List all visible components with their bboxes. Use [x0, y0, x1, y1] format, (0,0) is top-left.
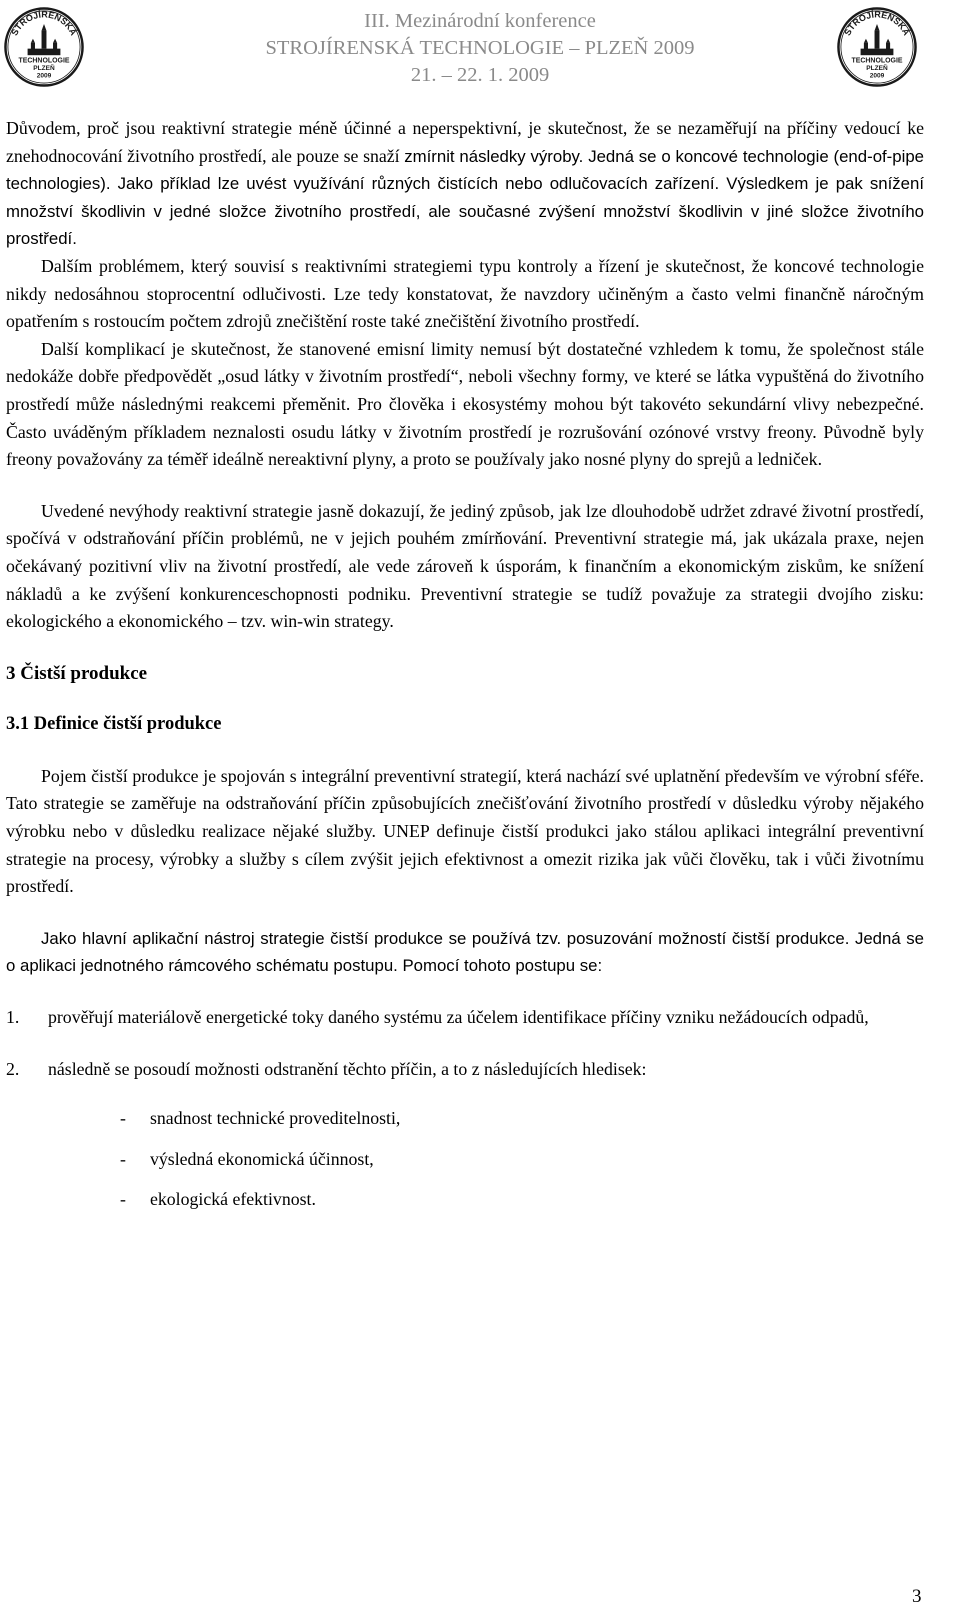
paragraph-assessment-intro: Jako hlavní aplikační nástroj strategie čistší produkce se používá tzv. posuzování možností čistší produkce. Jedná se o aplikaci jednotného rámcového schématu postupu. Pomocí tohoto postupu se:	[6, 928, 924, 976]
paragraph-end-of-pipe-limits: Dalším problémem, který souvisí s reaktivními strategiemi typu kontroly a řízení je skutečnost, že koncové technologie nikdy nedosáhnou stoprocentní odlučivosti. Lze tedy konstatovat, že navzdory učiněným a často velmi finančně náročným opatřením s rostoucím počtem zdrojů znečištění roste také znečištění životního prostředí.	[6, 255, 924, 332]
list-item	[6, 1004, 924, 1032]
logo-arc-text: STROJÍRENSKÁ	[842, 9, 912, 38]
dash-bullet: -	[120, 1189, 126, 1210]
conference-logo-left	[3, 6, 85, 88]
list-item	[6, 1056, 924, 1084]
dash-bullet: -	[120, 1108, 126, 1129]
paragraph-reactive-strategies	[6, 115, 924, 253]
page-number: 3	[912, 1586, 922, 1607]
conference-dates: 21. – 22. 1. 2009	[410, 64, 550, 86]
conference-subtitle: STROJÍRENSKÁ TECHNOLOGIE – PLZEŇ 2009	[265, 37, 695, 59]
list-item-number: 2.	[6, 1058, 20, 1079]
list-item	[6, 1186, 924, 1214]
section-heading: 3 Čistší produkce	[6, 662, 148, 684]
paragraph-text-sans: zmírnit následky výroby. Jedná se o koncové technologie (end-of-pipe technologies). Jako příklad lze uvést využívání různých čistících nebo odlučovacích zařízení. Výsledkem je pak snížení množství škodlivin v jedné složce životního prostředí, ale současné zvýšení množství škodlivin v jiné složce životního prostředí.	[6, 146, 925, 249]
conference-title-block	[250, 8, 710, 89]
list-item	[6, 1105, 924, 1133]
cathedral-silhouette-icon	[861, 24, 894, 55]
logo-arc-text: STROJÍRENSKÁ	[9, 9, 79, 38]
logo-word-technologie: TECHNOLOGIE	[851, 57, 903, 65]
criteria-list	[6, 1105, 924, 1214]
conference-name: III. Mezinárodní konference	[364, 10, 596, 32]
paragraph-text-serif: Důvodem, proč jsou reaktivní strategie méně účinné a neperspektivní, je skutečnost, že se nezaměřují na příčiny vedoucí ke znehodnocování životního prostředí, ale pouze se snaží	[6, 118, 924, 166]
logo-word-plzen: PLZEŇ	[866, 64, 888, 72]
list-item-text: snadnost technické proveditelnosti,	[150, 1108, 401, 1129]
article-body	[6, 115, 924, 1214]
list-item	[6, 1146, 924, 1174]
paragraph-emission-limits: Další komplikací je skutečnost, že stanovené emisní limity nemusí být dostatečné vzhledem k tomu, že společnost stále nedokáže dobře předpovědět „osud látky v životním prostředí“, neboli všechny formy, ve které se látka vypuštěná do životního prostředí může následnými reakcemi přeměnit. Pro člověka i ekosystémy mohou být takovéto sekundární vlivy nebezpečné. Často uváděným příkladem neznalosti osudu látky v životním prostředí je rozrušování ozónové vrstvy freony. Původně byly freony považovány za téměř ideálně nereaktivní plyny, a proto se používaly jako nosné plyny do sprejů a ledniček.	[6, 338, 924, 470]
conference-logo-right	[836, 6, 918, 88]
list-item-text: ekologická efektivnost.	[150, 1189, 316, 1210]
logo-year: 2009	[869, 72, 885, 80]
logo-word-technologie: TECHNOLOGIE	[18, 57, 70, 65]
procedure-steps-list	[6, 1004, 924, 1083]
list-item-text: výsledná ekonomická účinnost,	[150, 1148, 374, 1169]
logo-year: 2009	[36, 72, 52, 80]
cathedral-silhouette-icon	[28, 24, 61, 55]
dash-bullet: -	[120, 1148, 126, 1169]
subsection-heading: 3.1 Definice čistší produkce	[6, 714, 222, 735]
list-item-number: 1.	[6, 1007, 20, 1028]
page-header	[0, 4, 960, 84]
paragraph-preventive-strategy: Uvedené nevýhody reaktivní strategie jasně dokazují, že jediný způsob, jak lze dlouhodobě udržet zdravé životní prostředí, spočívá v odstraňování příčin problémů, ne v jejich pouhém zmírňování. Preventivní strategie má, jak ukázala praxe, nejen očekávaný pozitivní vliv na životní prostředí, ale vede zároveň k úsporám, k finančním a ekonomickým ziskům, ke snížení nákladů a ke zvýšení konkurenceschopnosti podniku. Preventivní strategie se tudíž považuje za strategii dvojího zisku: ekologického a ekonomického – tzv. win-win strategy.	[6, 500, 924, 632]
list-item-text: následně se posoudí možnosti odstranění těchto příčin, a to z následujících hledisek:	[48, 1058, 647, 1079]
paragraph-cleaner-production-definition: Pojem čistší produkce je spojován s integrální preventivní strategií, která nachází své uplatnění především ve výrobní sféře. Tato strategie se zaměřuje na odstraňování příčin způsobujících znečišťování životního prostředí v důsledku výroby nějakého výrobku nebo v důsledku realizace nějaké služby. UNEP definuje čistší produkci jako stálou aplikaci integrální preventivní strategie na procesy, výrobky a služby s cílem zvýšit jejich efektivnost a omezit rizika jak vůči člověku, tak i vůči životnímu prostředí.	[6, 765, 924, 897]
list-item-text: prověřují materiálově energetické toky daného systému za účelem identifikace příčiny vzniku nežádoucích odpadů,	[48, 1007, 869, 1028]
logo-word-plzen: PLZEŇ	[33, 64, 55, 72]
